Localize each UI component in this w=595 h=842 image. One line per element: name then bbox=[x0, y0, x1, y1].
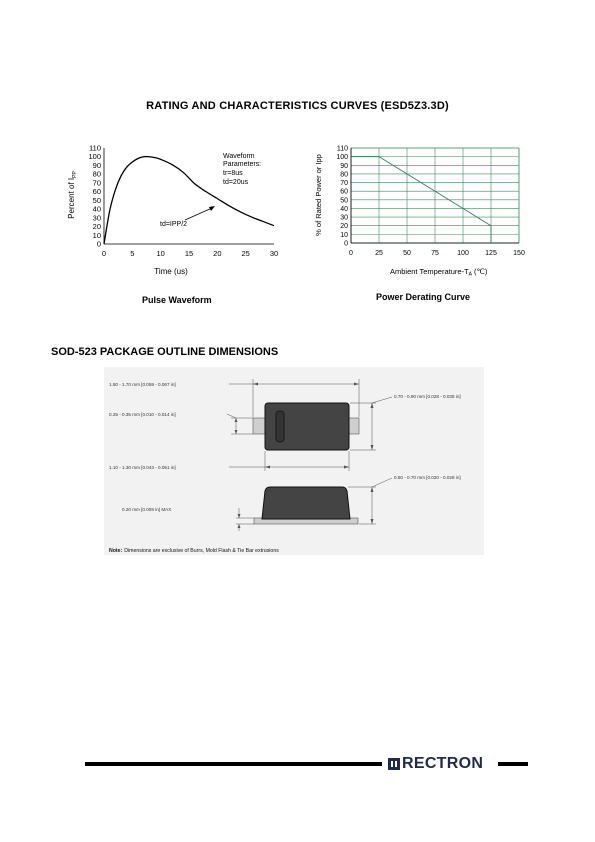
y-tick-label: 110 bbox=[89, 143, 101, 153]
pulse-params-title-1: Waveform bbox=[223, 153, 255, 160]
y-tick-label: 100 bbox=[336, 154, 348, 162]
x-tick-label: 0 bbox=[349, 250, 353, 257]
y-tick-label: 0 bbox=[96, 239, 101, 249]
y-tick-label: 70 bbox=[92, 178, 101, 188]
x-tick-label: 5 bbox=[130, 249, 135, 258]
x-tick-label: 25 bbox=[241, 249, 250, 258]
y-tick-label: 20 bbox=[340, 223, 348, 231]
dim-overall-length: 1.50 - 1.70 mm [0.059 - 0.067 in] bbox=[109, 382, 176, 387]
pulse-xlabel: Time (us) bbox=[154, 267, 188, 276]
brand-mark-icon bbox=[388, 758, 400, 770]
pulse-caption: Pulse Waveform bbox=[142, 295, 212, 305]
package-note: Note: Dimensions are exclusive of Burrs, Mold Flash & Tie Bar extrusions bbox=[109, 548, 279, 554]
dim-body-length: 1.10 - 1.30 mm [0.043 - 0.051 in] bbox=[109, 465, 176, 470]
y-tick-label: 10 bbox=[340, 231, 348, 239]
curves-heading: RATING AND CHARACTERISTICS CURVES (ESD5Z3.3D) bbox=[146, 100, 449, 112]
y-tick-label: 30 bbox=[92, 213, 101, 223]
pulse-waveform-chart bbox=[60, 140, 290, 280]
x-tick-label: 10 bbox=[156, 249, 165, 258]
x-tick-label: 15 bbox=[184, 249, 194, 258]
cathode-band bbox=[276, 411, 284, 442]
footer-rule-left bbox=[85, 762, 382, 766]
x-tick-label: 20 bbox=[213, 249, 222, 258]
derating-ylabel: % of Rated Power or Ipp bbox=[314, 154, 323, 236]
y-tick-label: 50 bbox=[340, 197, 348, 205]
y-tick-label: 110 bbox=[336, 145, 348, 153]
y-tick-label: 80 bbox=[340, 171, 348, 179]
x-tick-label: 125 bbox=[485, 250, 497, 257]
y-tick-label: 90 bbox=[92, 160, 101, 170]
derating-xlabel: Ambient Temperature-$T_A$ (℃) bbox=[390, 267, 488, 278]
pulse-annotation-arrowhead bbox=[209, 206, 215, 211]
y-tick-label: 90 bbox=[340, 162, 348, 170]
y-tick-label: 80 bbox=[92, 169, 101, 179]
footer-rule-right bbox=[498, 762, 528, 766]
y-tick-label: 60 bbox=[340, 188, 348, 196]
pulse-params-td: td=20us bbox=[223, 179, 249, 186]
package-heading: SOD-523 PACKAGE OUTLINE DIMENSIONS bbox=[51, 346, 279, 358]
dim-height: 0.50 - 0.70 mm [0.020 - 0.028 in] bbox=[394, 475, 461, 480]
package-outline-drawing bbox=[104, 367, 484, 555]
pulse-annotation-arrow bbox=[185, 208, 212, 220]
pulse-annotation: td=IPP/2 bbox=[160, 221, 188, 228]
x-tick-label: 100 bbox=[457, 250, 469, 257]
side-view-body bbox=[262, 487, 350, 519]
pulse-ylabel: Percent of $I_{PP}$ bbox=[67, 171, 78, 219]
x-tick-label: 75 bbox=[431, 250, 439, 257]
dim-body-width: 0.70 - 0.90 mm [0.028 - 0.035 in] bbox=[394, 394, 461, 399]
y-tick-label: 10 bbox=[92, 230, 101, 240]
y-tick-label: 70 bbox=[340, 180, 348, 188]
derating-chart bbox=[308, 140, 533, 280]
y-tick-label: 0 bbox=[344, 240, 348, 248]
x-tick-label: 150 bbox=[513, 250, 525, 257]
brand-logo bbox=[388, 755, 483, 773]
y-tick-label: 50 bbox=[92, 195, 101, 205]
brand-name: RECTRON bbox=[402, 755, 484, 772]
pulse-params-tr: tr=8us bbox=[223, 170, 243, 177]
derating-caption: Power Derating Curve bbox=[376, 292, 471, 302]
dim-lead-thickness: 0.20 mm [0.008 in] MAX bbox=[122, 507, 172, 512]
series-line bbox=[104, 157, 274, 244]
y-tick-label: 40 bbox=[92, 204, 101, 214]
y-tick-label: 60 bbox=[92, 187, 101, 197]
pulse-params-title-2: Parameters: bbox=[223, 161, 262, 168]
dim-lead-width: 0.25 - 0.35 mm [0.010 - 0.014 in] bbox=[109, 412, 176, 417]
y-tick-label: 30 bbox=[340, 214, 348, 222]
y-tick-label: 100 bbox=[88, 152, 101, 162]
x-tick-label: 0 bbox=[101, 249, 107, 258]
y-tick-label: 20 bbox=[92, 222, 101, 232]
x-tick-label: 50 bbox=[403, 250, 411, 257]
y-tick-label: 40 bbox=[340, 205, 348, 213]
x-tick-label: 30 bbox=[269, 249, 279, 258]
x-tick-label: 25 bbox=[375, 250, 383, 257]
